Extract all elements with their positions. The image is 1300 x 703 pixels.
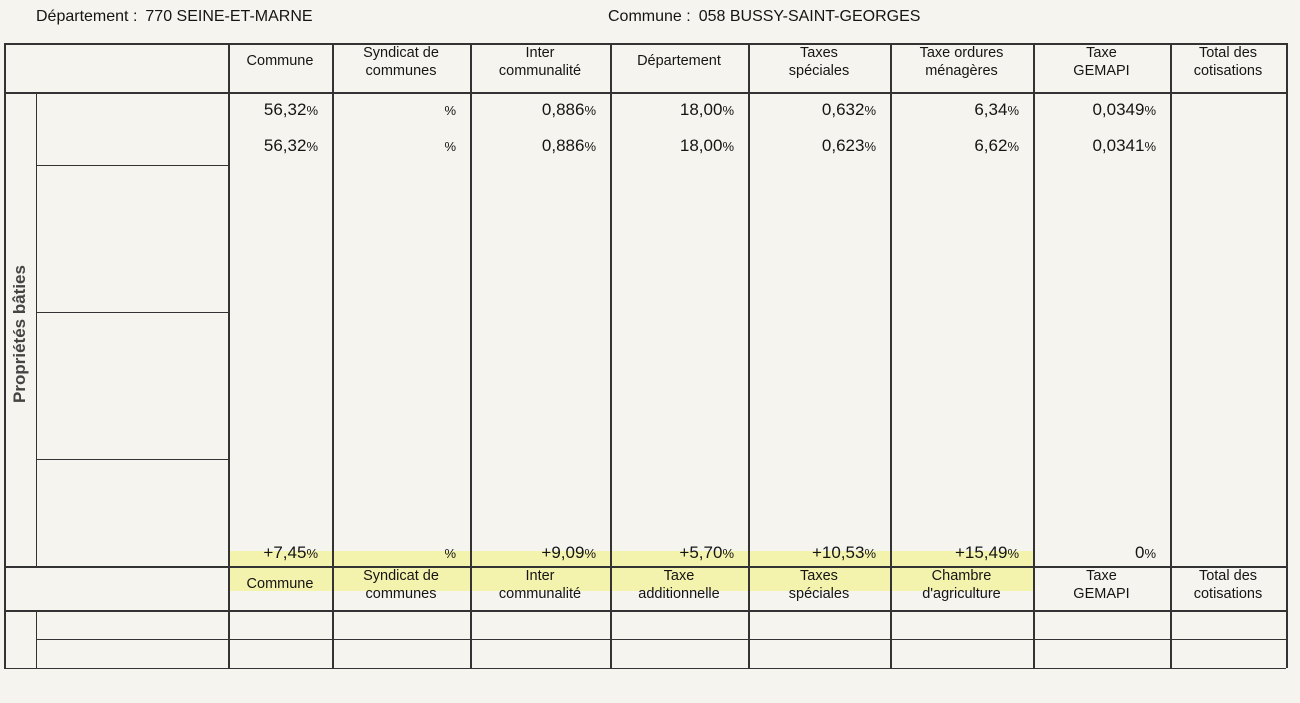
percent-sign: % <box>1007 139 1019 154</box>
departement-value: 770 SEINE-ET-MARNE <box>145 8 313 25</box>
percent-sign: % <box>722 139 734 154</box>
percent-cell <box>748 639 876 668</box>
variation-cell <box>1033 536 1156 570</box>
value-cell <box>470 353 596 390</box>
percent-cell <box>332 639 456 668</box>
percent-sign: % <box>1144 139 1156 154</box>
body-row-label <box>36 238 228 275</box>
value-cell <box>470 206 596 243</box>
rate-cell <box>610 128 734 164</box>
departement-header <box>36 8 313 26</box>
grid-line <box>36 610 37 668</box>
bottom-header-col-text: Taxe <box>663 568 695 584</box>
value-cell <box>610 206 734 243</box>
value-cell <box>890 389 1019 426</box>
percent-cell <box>890 610 1019 639</box>
rate-value: 0,0341 <box>1092 136 1145 155</box>
grid-line <box>228 43 230 668</box>
percent-sign: % <box>444 139 456 154</box>
table-top-border <box>4 43 1286 45</box>
value-cell <box>470 279 596 316</box>
value-cell <box>228 499 318 536</box>
value-cell <box>610 279 734 316</box>
bottom-header-col-text: Commune <box>246 576 314 592</box>
value-cell <box>610 353 734 390</box>
header-col-text: communes <box>365 63 437 79</box>
value-cell <box>470 242 596 279</box>
bottom-header-col-text: Inter <box>525 568 555 584</box>
percent-sign: % <box>864 103 876 118</box>
percent-cell <box>610 639 734 668</box>
bottom-header-col-text: additionnelle <box>638 586 720 602</box>
bottom-header-col-2 <box>332 566 470 610</box>
rate-cell <box>332 92 456 128</box>
value-cell <box>1170 499 1272 536</box>
value-cell <box>890 353 1019 390</box>
corner-header <box>4 43 228 92</box>
variation-value: +10,53 <box>811 543 865 562</box>
bottom-header-col-text: cotisations <box>1193 586 1263 602</box>
header-col-text: Total des <box>1198 45 1258 61</box>
grid-line <box>36 459 228 460</box>
rate-cell <box>748 128 876 164</box>
rate-cell <box>610 92 734 128</box>
value-cell <box>748 463 876 500</box>
rate-value: 6,34 <box>974 100 1008 119</box>
left-border <box>4 43 6 668</box>
bottom-header-col-6 <box>890 566 1033 610</box>
variation-cell <box>748 536 876 570</box>
header-col-text: cotisations <box>1193 63 1263 79</box>
header-col-3 <box>470 43 610 92</box>
commune-value: 058 BUSSY-SAINT-GEORGES <box>698 8 921 25</box>
variation-cell <box>610 536 734 570</box>
value-cell <box>228 353 318 390</box>
percent-sign: % <box>1007 546 1019 561</box>
value-cell <box>748 499 876 536</box>
body-row-label <box>36 422 228 459</box>
departement-label: Département : <box>36 8 138 25</box>
rate-cell <box>470 92 596 128</box>
variation-cell <box>228 536 318 570</box>
value-cell <box>228 463 318 500</box>
percent-sign: % <box>584 546 596 561</box>
header-col-text: Inter <box>525 45 555 61</box>
percent-sign: % <box>1007 103 1019 118</box>
bottom-header-col-7 <box>1033 566 1170 610</box>
percent-sign: % <box>444 103 456 118</box>
body-row-label <box>36 165 228 202</box>
header-col-text: Taxe <box>1086 45 1117 61</box>
value-cell <box>890 242 1019 279</box>
bottom-header-col-text: Chambre <box>931 568 992 584</box>
value-cell <box>748 353 876 390</box>
rate-cell <box>470 128 596 164</box>
header-col-text: Taxe ordures <box>919 45 1004 61</box>
grid-line <box>1286 43 1288 668</box>
rate-value: 0,0349 <box>1092 100 1145 119</box>
bottom-header-col-text: communalité <box>498 586 582 602</box>
percent-cell <box>228 610 318 639</box>
variation-value: 0 <box>1134 543 1145 562</box>
percent-sign: % <box>306 103 318 118</box>
header-col-text: GEMAPI <box>1073 63 1130 79</box>
rate-value: 6,62 <box>974 136 1008 155</box>
value-cell <box>1033 389 1156 426</box>
bottom-header-col-text: spéciales <box>788 586 850 602</box>
grid-line <box>1033 43 1035 668</box>
header-col-text: spéciales <box>788 63 850 79</box>
value-cell <box>1033 499 1156 536</box>
commune-label: Commune : <box>608 8 691 25</box>
percent-cell <box>332 610 456 639</box>
percent-cell <box>890 639 1019 668</box>
percent-cell <box>1033 639 1156 668</box>
value-cell <box>1033 463 1156 500</box>
rate-value: 0,886 <box>541 136 585 155</box>
percent-cell <box>470 610 596 639</box>
percent-sign: % <box>722 103 734 118</box>
percent-sign: % <box>444 546 456 561</box>
bottom-header-col-text: communes <box>365 586 437 602</box>
value-cell <box>610 499 734 536</box>
rate-value: 0,623 <box>821 136 865 155</box>
value-cell <box>470 463 596 500</box>
variation-cell <box>890 536 1019 570</box>
rate-cell <box>748 92 876 128</box>
bottom-header-col-text: GEMAPI <box>1073 586 1130 602</box>
commune-header <box>608 8 920 26</box>
grid-line <box>36 639 1286 640</box>
rate-cell <box>890 128 1019 164</box>
rate-value: 0,886 <box>541 100 585 119</box>
variation-value: +15,49 <box>954 543 1008 562</box>
rate-value: 18,00 <box>679 136 723 155</box>
header-col-text: communalité <box>498 63 582 79</box>
bottom-header-col-5 <box>748 566 890 610</box>
rate-cell <box>332 128 456 164</box>
percent-sign: % <box>722 546 734 561</box>
rate-cell <box>228 128 318 164</box>
grid-line <box>36 165 228 166</box>
value-cell <box>470 499 596 536</box>
value-cell <box>748 279 876 316</box>
percent-sign: % <box>864 139 876 154</box>
variation-cell <box>470 536 596 570</box>
value-cell <box>470 389 596 426</box>
percent-sign: % <box>306 546 318 561</box>
header-bottom-border <box>4 92 1286 94</box>
value-cell <box>890 279 1019 316</box>
grid-line <box>36 312 228 313</box>
value-cell <box>228 389 318 426</box>
value-cell <box>1170 389 1272 426</box>
variation-value: +5,70 <box>679 543 723 562</box>
body-row-label <box>36 385 228 422</box>
grid-line <box>748 43 750 668</box>
value-cell <box>890 463 1019 500</box>
percent-cell <box>470 639 596 668</box>
value-cell <box>228 206 318 243</box>
rate-value: 0,632 <box>821 100 865 119</box>
header-col-7 <box>1033 43 1170 92</box>
header-col-8 <box>1170 43 1286 92</box>
percent-cell <box>610 610 734 639</box>
rate-value: 56,32 <box>263 136 307 155</box>
header-col-1 <box>228 43 332 92</box>
percent-sign: % <box>584 139 596 154</box>
bottom-row-label <box>36 639 228 668</box>
value-cell <box>748 389 876 426</box>
header-col-text: Syndicat de <box>363 45 439 61</box>
header-col-text: Taxes <box>800 45 838 61</box>
body-row-label <box>36 202 228 239</box>
value-cell <box>748 206 876 243</box>
value-cell <box>1170 279 1272 316</box>
bottom-header-col-text: Taxe <box>1086 568 1117 584</box>
header-col-5 <box>748 43 890 92</box>
value-cell <box>1033 279 1156 316</box>
rate-cell <box>1033 128 1156 164</box>
bottom-header-col-1 <box>228 566 332 610</box>
header-col-6 <box>890 43 1033 92</box>
grid-line <box>1170 43 1172 668</box>
bottom-header-col-text: Total des <box>1198 568 1258 584</box>
variation-label <box>36 532 228 566</box>
bottom-header-col-4 <box>610 566 748 610</box>
grid-line <box>36 92 37 566</box>
value-cell <box>1033 242 1156 279</box>
value-cell <box>1033 353 1156 390</box>
percent-sign: % <box>1144 546 1156 561</box>
grid-line <box>890 43 892 668</box>
rate-row-label <box>36 128 228 164</box>
body-row-label <box>36 459 228 496</box>
table-mid-border <box>4 566 1286 568</box>
value-cell <box>890 206 1019 243</box>
variation-value: +9,09 <box>541 543 585 562</box>
value-cell <box>890 499 1019 536</box>
bottom-header-col-text: d'agriculture <box>922 586 1001 602</box>
percent-cell <box>748 610 876 639</box>
value-cell <box>610 389 734 426</box>
rate-row-label <box>36 92 228 128</box>
value-cell <box>228 279 318 316</box>
rate-value: 18,00 <box>679 100 723 119</box>
rate-cell <box>890 92 1019 128</box>
grid-line <box>610 43 612 668</box>
header-col-text: Département <box>637 53 721 69</box>
side-label: Propriétés bâties <box>10 265 29 403</box>
value-cell <box>748 242 876 279</box>
grid-line <box>332 43 334 668</box>
value-cell <box>610 463 734 500</box>
table-bottom-border <box>4 668 1286 669</box>
body-row-label <box>36 349 228 386</box>
value-cell <box>228 242 318 279</box>
body-row-label <box>36 312 228 349</box>
bottom-header-col-text: Taxes <box>800 568 838 584</box>
variation-value: +7,45 <box>263 543 307 562</box>
percent-cell <box>1033 610 1156 639</box>
grid-line <box>4 610 1286 612</box>
percent-sign: % <box>1144 103 1156 118</box>
variation-cell <box>332 536 456 570</box>
bottom-header-col-8 <box>1170 566 1286 610</box>
bottom-header-col-3 <box>470 566 610 610</box>
rate-value: 56,32 <box>263 100 307 119</box>
percent-sign: % <box>584 103 596 118</box>
body-row-label <box>36 495 228 532</box>
grid-line <box>470 43 472 668</box>
rate-cell <box>1033 92 1156 128</box>
header-col-4 <box>610 43 748 92</box>
header-col-2 <box>332 43 470 92</box>
header-col-text: ménagères <box>925 63 998 79</box>
percent-cell <box>228 639 318 668</box>
value-cell <box>610 242 734 279</box>
body-row-label <box>36 275 228 312</box>
bottom-row-label <box>36 610 228 639</box>
percent-sign: % <box>306 139 318 154</box>
header-col-text: Commune <box>246 53 314 69</box>
percent-sign: % <box>864 546 876 561</box>
bottom-header-col-text: Syndicat de <box>363 568 439 584</box>
rate-cell <box>228 92 318 128</box>
value-cell <box>1033 206 1156 243</box>
